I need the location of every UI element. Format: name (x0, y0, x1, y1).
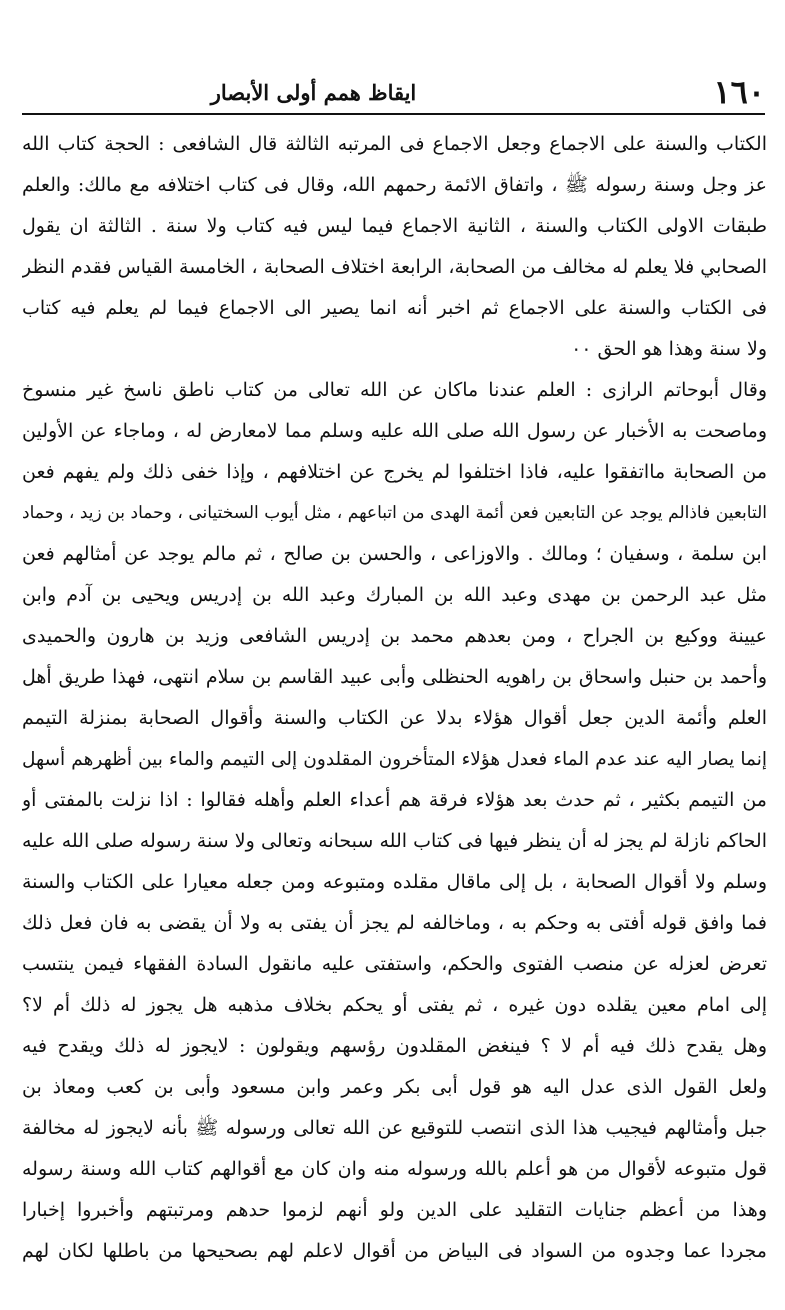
header-rule (22, 113, 765, 115)
text-line: وسلم ولا أقوال الصحابة ، بل إلى ماقال مقلده ومتبوعه ومن جعله معيارا على الكتاب والسنة (22, 871, 767, 893)
text-line: الكتاب والسنة على الاجماع وجعل الاجماع فى المرتبه الثالثة قال الشافعى : الحجة كتاب الله (22, 133, 767, 155)
text-line: مجردا عما وجدوه من السواد فى البياض من أقوال لاعلم لهم بصحيحها من باطلها لكان لهم (22, 1240, 767, 1262)
text-line: وهل يقدح ذلك فيه أم لا ؟ فينغض المقلدون رؤسهم ويقولون : لايجوز له ذلك ويقدح فيه (22, 1035, 767, 1057)
text-line: وهذا من أعظم جنايات التقليد على الدين ولو أنهم لزموا حدهم ومرتبتهم وأخبروا إخبارا (22, 1199, 767, 1221)
text-line: وقال أبوحاتم الرازى : العلم عندنا ماكان عن الله تعالى من كتاب ناطق ناسخ غير منسوخ (22, 379, 767, 401)
text-line: التابعين فاذالم يوجد عن التابعين فعن أئمة الهدى من اتباعهم ، مثل أيوب السختيانى ، وحماد بن زيد ، وحماد (22, 503, 767, 523)
text-line: عيينة ووكيع بن الجراح ، ومن بعدهم محمد بن إدريس الشافعى وزيد بن هارون والحميدى (22, 625, 767, 647)
text-line: الحاكم نازلة لم يجز له أن ينظر فيها فى كتاب الله سبحانه وتعالى ولا سنة رسوله صلى الله عليه (22, 830, 767, 852)
text-line: قول متبوعه لأقوال من هو أعلم بالله ورسوله منه وان كان مع أقوالهم كتاب الله وسنة رسوله (22, 1158, 767, 1180)
paragraph-1 (22, 124, 767, 370)
text-line: الصحابي فلا يعلم له مخالف من الصحابة، الرابعة اختلاف الصحابة ، الخامسة القياس فقدم النظر (22, 256, 767, 278)
text-line: إنما يصار اليه عند عدم الماء فعدل هؤلاء المتأخرون المقلدون إلى التيمم والماء بين أظهرهم أسهل (22, 749, 767, 770)
page-number: ١٦٠ (713, 73, 765, 111)
body-text (22, 124, 767, 1272)
running-title: ايقاظ همم أولى الأبصار (210, 80, 417, 105)
text-line: طبقات الاولى الكتاب والسنة ، الثانية الاجماع فيما ليس فيه كتاب ولا سنة . الثالثة ان يقول (22, 215, 767, 237)
page-header (22, 72, 765, 116)
text-line: فى الكتاب والسنة على الاجماع ثم اخبر أنه انما يصير الى الاجماع فيما لم يعلم فيه كتاب (22, 297, 767, 319)
text-line: وماصحت به الأخبار عن رسول الله صلى الله عليه وسلم مما لامعارض له ، وماجاء عن الأولين (22, 420, 767, 442)
text-line: ولا سنة وهذا هو الحق ٠٠ (571, 338, 767, 360)
text-line: جبل وأمثالهم فيجيب هذا الذى انتصب للتوقيع عن الله تعالى ورسوله ﷺ بأنه لايجوز له مخالفة (22, 1117, 767, 1139)
text-line: العلم وأئمة الدين جعل أقوال هؤلاء بدلا عن الكتاب والسنة وأقوال الصحابة بمنزلة التيمم (22, 707, 767, 729)
text-line: ولعل القول الذى عدل اليه هو قول أبى بكر وعمر وابن مسعود وأبى بن كعب ومعاذ بن (22, 1076, 767, 1098)
text-line: فما وافق قوله أفتى به وحكم به ، وماخالفه لم يجز أن يفتى به ولا أن يقضى به فان فعل ذلك (22, 912, 767, 934)
text-line: وأحمد بن حنبل واسحاق بن راهويه الحنظلى وأبى عبيد القاسم بن سلام انتهى، فهذا طريق أهل (22, 666, 767, 688)
text-line: من التيمم بكثير ، ثم حدث بعد هؤلاء فرقة هم أعداء العلم وأهله فقالوا : اذا نزلت بالمفتى أو (22, 789, 767, 811)
text-line: ابن سلمة ، وسفيان ؛ ومالك . والاوزاعى ، والحسن بن صالح ، ثم مالم يوجد عن أمثالهم فعن (22, 543, 767, 565)
text-line: عز وجل وسنة رسوله ﷺ ، واتفاق الائمة رحمهم الله، وقال فى كتاب اختلافه مع مالك: والعلم (22, 174, 767, 196)
text-line: إلى امام معين يقلده دون غيره ، ثم يفتى أو يحكم بخلاف مذهبه هل يجوز له ذلك أم لا؟ (22, 994, 767, 1016)
text-line: من الصحابة مااتفقوا عليه، فاذا اختلفوا لم يخرج عن اختلافهم ، وإذا خفى ذلك ولم يفهم فعن (22, 461, 767, 483)
text-line: مثل عبد الرحمن بن مهدى وعبد الله بن المبارك وعبد الله بن إدريس ويحيى بن آدم وابن (22, 584, 767, 606)
paragraph-2 (22, 370, 767, 1272)
text-line: تعرض لعزله عن منصب الفتوى والحكم، واستفتى عليه مانقول السادة الفقهاء فيمن ينتسب (22, 953, 767, 975)
